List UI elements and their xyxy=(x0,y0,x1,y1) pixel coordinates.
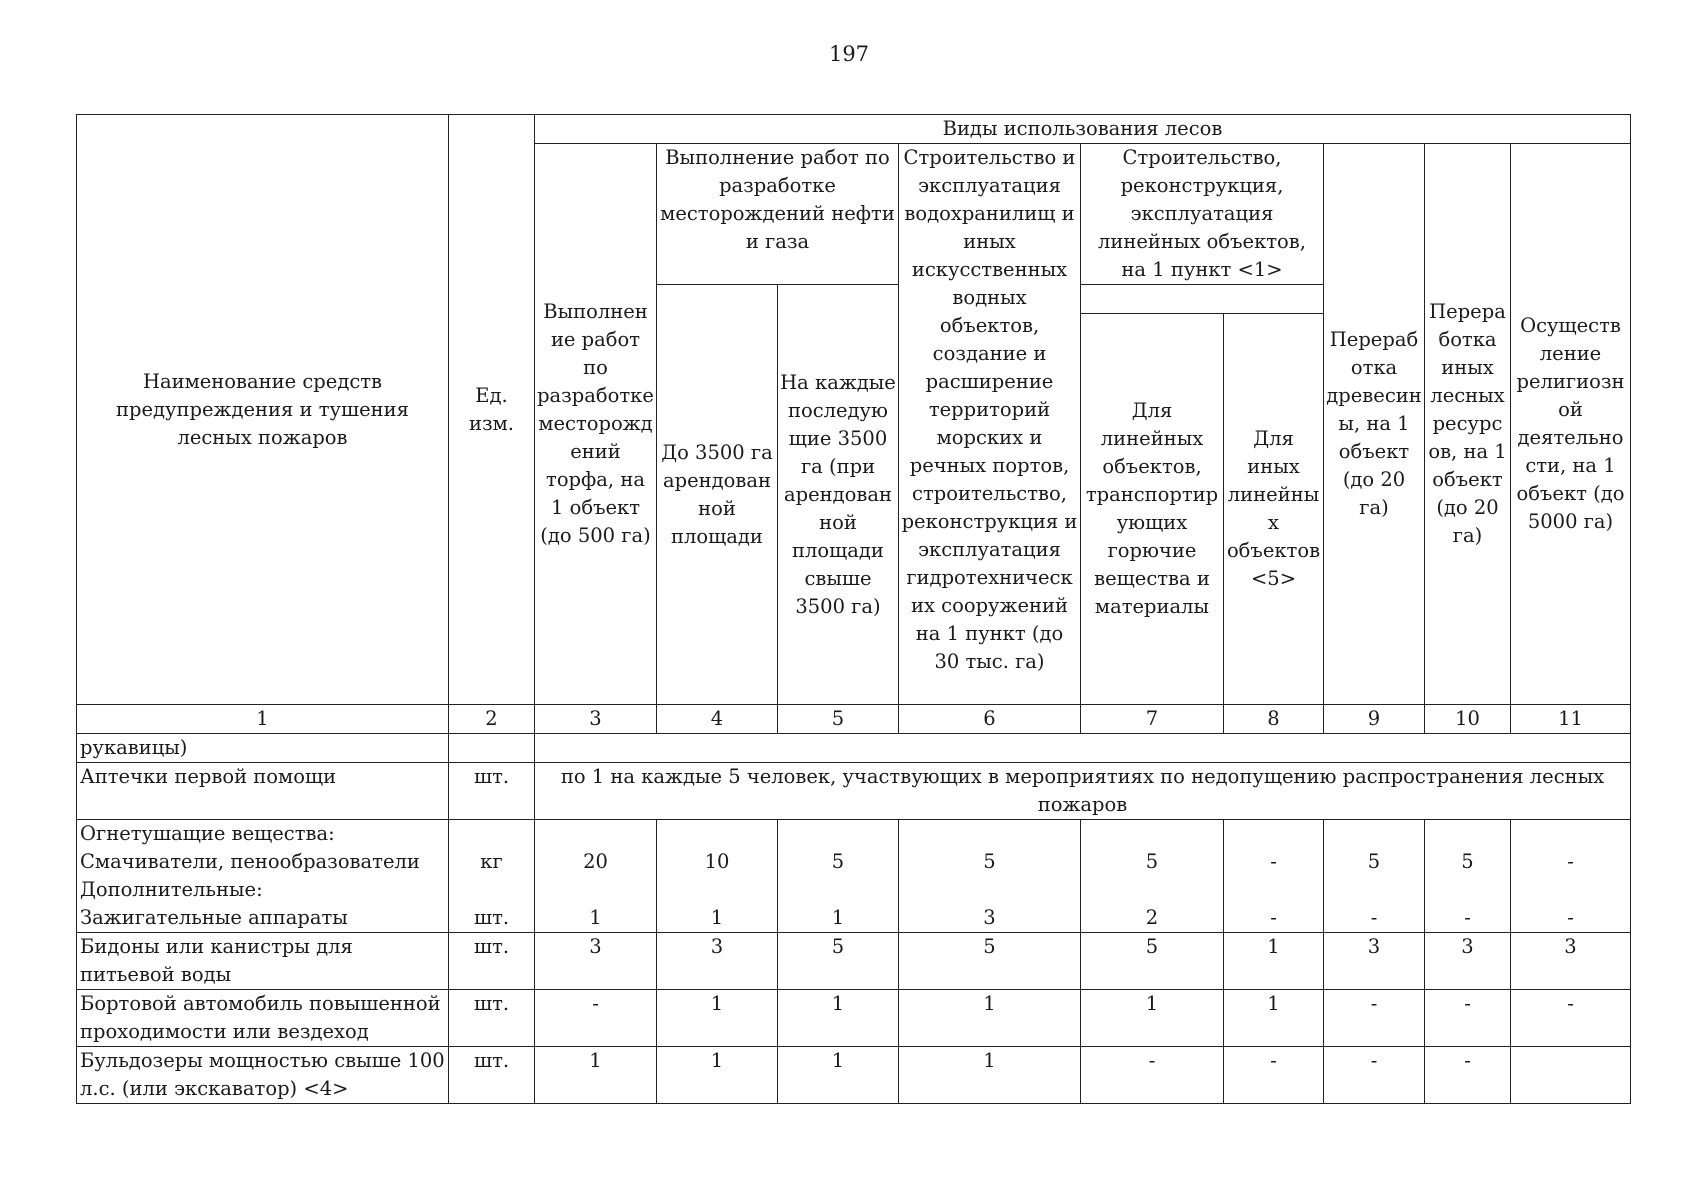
cell-value: 1 xyxy=(1224,990,1324,1047)
cell-value: - xyxy=(1324,1047,1425,1104)
column-number: 1 xyxy=(77,705,449,734)
cell-value: 3 xyxy=(1425,933,1511,990)
row-unit: шт. xyxy=(449,763,535,820)
cell-value: 1 xyxy=(778,1047,899,1104)
column-number: 11 xyxy=(1511,705,1631,734)
cell-value: 20 1 xyxy=(535,820,657,933)
cell-value: 5 1 xyxy=(778,820,899,933)
cell-value: 5 - xyxy=(1425,820,1511,933)
cell-value: - xyxy=(535,990,657,1047)
cell-value: 1 xyxy=(657,1047,778,1104)
name-line: Смачиватели, пенообразователи xyxy=(80,850,420,873)
unit-pcs: шт. xyxy=(473,906,510,929)
row-unit: шт. xyxy=(449,933,535,990)
cell-value: 1 xyxy=(899,1047,1081,1104)
table-row xyxy=(77,1047,1631,1104)
header-each-next-3500: На каждые последую щие 3500 га (при арендован ной площади свыше 3500 га) xyxy=(778,285,899,705)
cell-value: 3 xyxy=(535,933,657,990)
cell-value: - xyxy=(1324,990,1425,1047)
header-linear-objects-group: Строительство, реконструкция, эксплуатация линейных объектов, на 1 пункт <1> xyxy=(1081,144,1324,285)
column-number: 5 xyxy=(778,705,899,734)
column-number: 8 xyxy=(1224,705,1324,734)
cell-value: 5 3 xyxy=(899,820,1081,933)
column-number: 3 xyxy=(535,705,657,734)
cell-value: 10 1 xyxy=(657,820,778,933)
row-name-extinguishing xyxy=(77,820,449,933)
cell-value: 3 xyxy=(657,933,778,990)
forest-fire-equipment-table xyxy=(76,114,1631,1104)
name-line: Зажигательные аппараты xyxy=(80,906,348,929)
header-up-to-3500: До 3500 га арендован ной площади xyxy=(657,285,778,705)
column-number: 10 xyxy=(1425,705,1511,734)
cell-value: 1 xyxy=(899,990,1081,1047)
table-row xyxy=(77,734,1631,763)
header-equipment-name: Наименование средств предупреждения и тушения лесных пожаров xyxy=(77,115,449,705)
cell-value: - xyxy=(1224,1047,1324,1104)
cell-value: - xyxy=(1425,1047,1511,1104)
cell-value: 1 xyxy=(1081,990,1224,1047)
cell-value: 5 xyxy=(1081,933,1224,990)
cell-value: 1 xyxy=(1224,933,1324,990)
cell-value xyxy=(1511,1047,1631,1104)
cell-value: 5 xyxy=(778,933,899,990)
header-other-resources-processing: Перера ботка иных лесных ресурс ов, на 1 объект (до 20 га) xyxy=(1425,144,1511,705)
cell-value: 1 xyxy=(535,1047,657,1104)
header-religious-activity: Осуществ ление религиозн ой деятельно сти, на 1 объект (до 5000 га) xyxy=(1511,144,1631,705)
cell-value: 3 xyxy=(1324,933,1425,990)
cell-value: - - xyxy=(1224,820,1324,933)
row-name-water-cans: Бидоны или канистры для питьевой воды xyxy=(77,933,449,990)
row-merged-note: по 1 на каждые 5 человек, участвующих в мероприятиях по недопущению распространения лесных пожаров xyxy=(535,763,1631,820)
row-unit xyxy=(449,734,535,763)
table-row xyxy=(77,933,1631,990)
header-forest-use-types: Виды использования лесов xyxy=(535,115,1631,144)
name-line: Огнетушащие вещества: xyxy=(80,822,335,845)
table-row xyxy=(77,763,1631,820)
header-other-linear: Для иных линейны х объектов <5> xyxy=(1224,314,1324,705)
column-number: 6 xyxy=(899,705,1081,734)
column-number: 7 xyxy=(1081,705,1224,734)
column-number: 4 xyxy=(657,705,778,734)
cell-value: 5 - xyxy=(1324,820,1425,933)
row-name-gloves: рукавицы) xyxy=(77,734,449,763)
cell-value: 3 xyxy=(1511,933,1631,990)
row-merged-note xyxy=(535,734,1631,763)
header-peat-deposits: Выполнен ие работ по разработке месторожд ений торфа, на 1 объект (до 500 га) xyxy=(535,144,657,705)
row-unit: шт. xyxy=(449,1047,535,1104)
row-name-first-aid: Аптечки первой помощи xyxy=(77,763,449,820)
header-linear-flammable: Для линейных объектов, транспортир ующих горючие вещества и материалы xyxy=(1081,314,1224,705)
page-number: 197 xyxy=(828,42,870,66)
cell-value: 5 xyxy=(899,933,1081,990)
table-row xyxy=(77,990,1631,1047)
table-row xyxy=(77,820,1631,933)
column-number: 9 xyxy=(1324,705,1425,734)
cell-value: 1 xyxy=(778,990,899,1047)
column-number: 2 xyxy=(449,705,535,734)
header-reservoirs-ports: Строительство и эксплуатация водохранилищ и иных искусственных водных объектов, создание и расширение территорий морских и речных портов, строительство, реконструкция и эксплуатация гидротехническ их сооружений на 1 пункт (до 30 тыс. га) xyxy=(899,144,1081,705)
header-unit: Ед. изм. xyxy=(449,115,535,705)
row-name-offroad-truck: Бортовой автомобиль повышенной проходимости или вездеход xyxy=(77,990,449,1047)
name-line: Дополнительные: xyxy=(80,878,263,901)
header-oil-gas-group: Выполнение работ по разработке месторождений нефти и газа xyxy=(657,144,899,285)
cell-value: - xyxy=(1425,990,1511,1047)
header-wood-processing: Перераб отка древесин ы, на 1 объект (до 20 га) xyxy=(1324,144,1425,705)
cell-value: - - xyxy=(1511,820,1631,933)
cell-value: 1 xyxy=(657,990,778,1047)
cell-value: - xyxy=(1081,1047,1224,1104)
unit-kg: кг xyxy=(480,850,503,873)
row-unit xyxy=(449,820,535,933)
row-name-bulldozers: Бульдозеры мощностью свыше 100 л.с. (или экскаватор) <4> xyxy=(77,1047,449,1104)
cell-value: 5 2 xyxy=(1081,820,1224,933)
row-unit: шт. xyxy=(449,990,535,1047)
cell-value: - xyxy=(1511,990,1631,1047)
